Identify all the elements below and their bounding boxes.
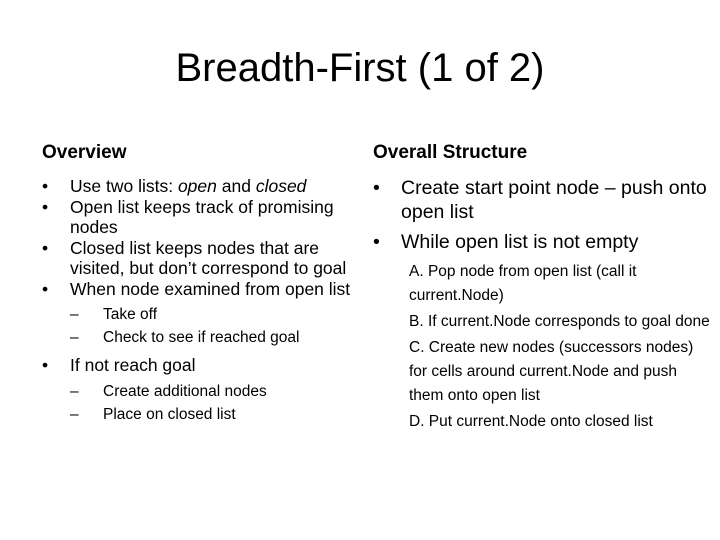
overview-bullet-node-examined: • When node examined from open list [42,279,357,300]
sub-bullet-create-nodes: – Create additional nodes [70,380,357,403]
bullet-text-and: and [216,176,256,196]
sub-bullet-place-closed: – Place on closed list [70,403,357,426]
structure-column [373,140,713,436]
structure-bullet-while-loop: • While open list is not empty [373,230,713,254]
structure-heading: Overall Structure [373,142,528,163]
overview-bullet-open-list: • Open list keeps track of promising nodes [42,197,357,238]
not-reach-goal-sublist [70,380,357,426]
step-b-check-goal: B. If current.Node corresponds to goal done [409,313,710,330]
structure-bullet-start-node: • Create start point node – push onto open list [373,176,713,224]
slide-title: Breadth-First (1 of 2) [175,46,545,90]
emphasis-open: open [177,176,217,196]
overview-heading: Overview [42,142,127,163]
step-d-put-closed: D. Put current.Node onto closed list [409,413,653,430]
bullet-text-prefix: Use two lists: [70,176,178,196]
overview-bullet-not-reach-goal: • If not reach goal [42,355,357,376]
emphasis-closed: closed [255,176,307,196]
loop-steps [409,260,713,434]
step-c-create-successors: C. Create new nodes (successors nodes) for cells around current.Node and push them onto open list [409,339,694,404]
overview-bullet-closed-list: • Closed list keeps nodes that are visited, but don’t correspond to goal [42,238,357,279]
sub-bullet-check-goal: – Check to see if reached goal [70,326,357,349]
overview-column [42,140,357,432]
node-examined-sublist [70,303,357,349]
overview-list-continued [42,355,357,376]
overview-list [42,176,357,299]
sub-bullet-take-off: – Take off [70,303,357,326]
overview-bullet-lists [42,176,357,197]
step-a-pop-node: A. Pop node from open list (call it current.Node) [409,263,637,304]
structure-list [373,176,713,254]
